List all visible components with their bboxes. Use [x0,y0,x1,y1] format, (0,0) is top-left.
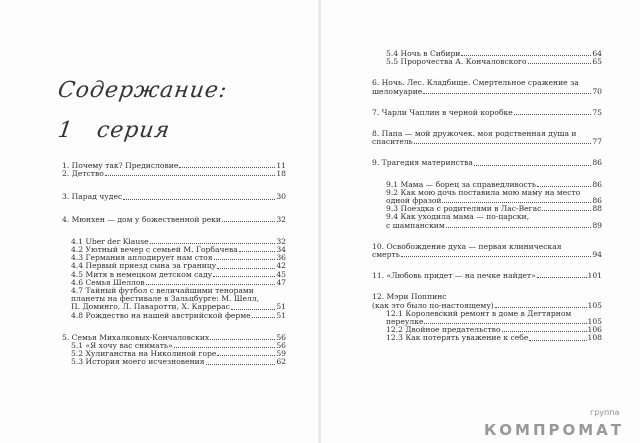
toc-entry: 4.8 Рождество на нашей австрийской ферме 51 [71,310,286,320]
toc-entry-multiline: 4.7 Тайный футбол с величайшими тенорами планеты на фестивале в Зальцбурге: М. Шелл, П. Доминго, Л. Паваротти, Х. Каррерас 51 [71,286,286,312]
toc-entry: 9.1 Мама — борец за справедливость 86 [386,179,602,189]
right-toc [372,50,602,343]
toc-entry-multiline: 8. Папа — мой дружочек. моя родственная душа и спаситель 77 [372,129,602,147]
toc-entry: 5.2 Хулиганства на Николиной горе 59 [71,349,286,359]
toc-entry: 4. Мюнхен — дом у божественной реки 32 [62,214,286,224]
toc-entry-multiline: 12.1 Королевский ремонт в доме в Дегтярном переулке 105 [386,308,602,327]
toc-entry: 5.1 «Я хочу вас снимать» 56 [71,341,286,351]
toc-entry: 12.3 Как потерять уважение к себе 108 [386,333,602,343]
toc-entry: 11. «Любовь придет — на печке найдет» 101 [372,271,602,281]
toc-entry: 3. Парад чудес 30 [62,192,286,202]
toc-entry: 4.1 Über der Klause 32 [71,236,286,246]
toc-entry: 4.2 Уютный вечер с семьей М. Горбачева 34 [71,245,286,255]
toc-entry-multiline: 9.2 Как мою дочь поставила мою маму на место одной фразой 86 [386,187,602,206]
left-toc [62,162,286,367]
toc-entry: 1. Почему так? Предисловие 11 [62,161,286,170]
toc-entry-multiline: 6. Ночь. Лес. Кладбище. Смертельное сражение за шеломуарие 70 [372,78,602,96]
toc-entry: 4.4 Первый приезд сына за границу 42 [71,261,286,271]
toc-entry: 4.5 Митя в немецком детском саду 45 [71,269,286,279]
toc-entry: 4.6 Семья Шеллов 47 [71,277,286,287]
toc-entry: 9. Трагедия материнства 86 [372,158,602,168]
toc-entry-multiline: 12. Мэри Поппинс (как это было по-настоящему) 105 [372,292,602,310]
toc-entry: 4.3 Германия аплодирует нам стоя 36 [71,253,286,263]
series-number: 1 [56,118,75,143]
toc-entry: 2. Детство 18 [62,169,286,179]
toc-entry: 5. Семья Михалковых-Кончаловских 56 [62,332,286,342]
toc-entry: 5.4 Ночь в Сибири 64 [386,49,602,58]
toc-entry-multiline: 9.4 Как уходила мама — по-царски, с шампанским 89 [386,212,602,230]
toc-entry: 9.3 Поездка с родителями в Лас-Вегас 88 [386,204,602,214]
watermark: КОМПРОМАТ [484,421,625,439]
toc-entry: 5.5 Пророчества А. Кончаловского 65 [386,57,602,67]
right-page [321,0,640,443]
series-word: серия [95,118,172,143]
series-heading [56,118,172,143]
toc-entry: 5.3 История моего исчезновения 62 [71,357,286,367]
watermark-label: группа [590,408,620,417]
toc-entry-multiline: 10. Освобождение духа — первая клиническая смерть 94 [372,241,602,260]
contents-heading: Содержание: [56,78,230,103]
toc-entry: 7. Чарли Чаплин в черной коробке 75 [372,107,602,117]
toc-entry: 12.2 Двойное предательство 106 [386,325,602,335]
